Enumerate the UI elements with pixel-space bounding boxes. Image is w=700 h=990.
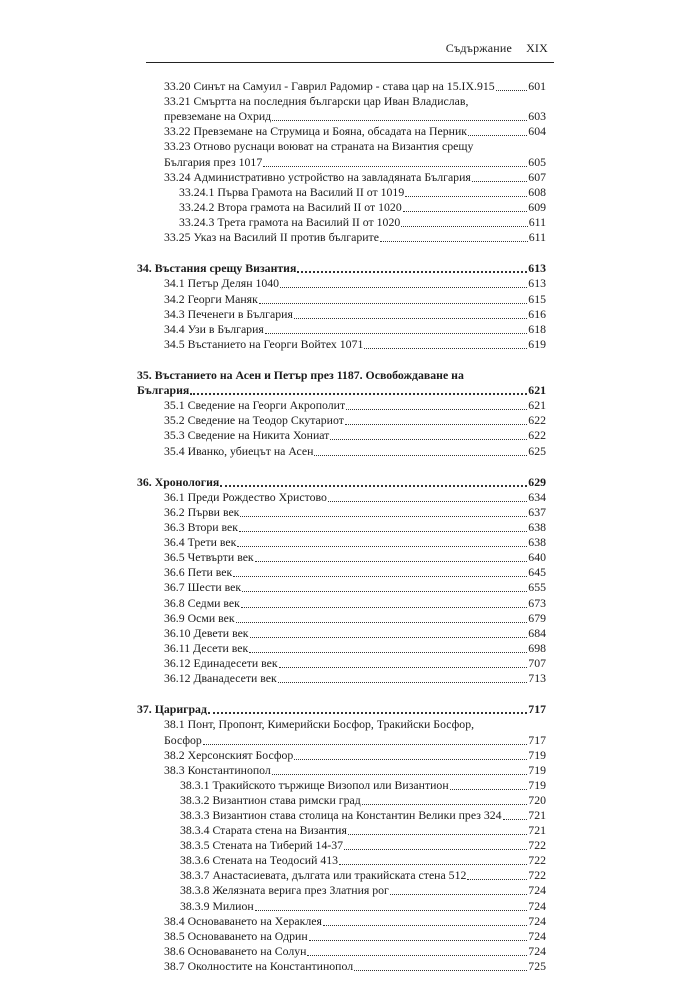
dot-leader (364, 347, 527, 349)
toc-section[interactable] (137, 959, 546, 974)
toc-subsection-page: 608 (528, 184, 546, 199)
toc-section[interactable] (137, 428, 546, 443)
dot-leader (255, 560, 528, 562)
toc-section-page: 638 (528, 535, 546, 550)
toc-section-title: 38.2 Херсонският Босфор (164, 747, 294, 762)
toc-section-page: 622 (528, 413, 546, 428)
toc-section[interactable] (137, 79, 546, 94)
dot-leader (294, 317, 527, 319)
toc-section-page: 725 (528, 958, 546, 973)
toc-section[interactable] (137, 565, 546, 580)
toc-subsection-page: 724 (528, 883, 546, 898)
toc-section[interactable] (137, 505, 546, 520)
toc-section-title: 33.22 Превземане на Струмица и Бояна, обсадата на Перник (164, 124, 468, 139)
toc-section-page: 724 (528, 943, 546, 958)
toc-section[interactable] (137, 322, 546, 337)
toc-chapter-34-page: 613 (528, 261, 546, 276)
toc-section-page: 717 (528, 732, 546, 747)
dot-leader (380, 240, 528, 242)
dot-leader (203, 743, 528, 745)
toc-chapter-35-title-line1: 35. Въстанието на Асен и Петър през 1187. Освобождаване на (137, 367, 464, 382)
toc-subsection-page: 724 (528, 898, 546, 913)
dot-leader (450, 788, 528, 790)
dot-leader (272, 119, 527, 121)
toc-section-page: 613 (528, 276, 546, 291)
toc-section-page: 679 (528, 610, 546, 625)
dot-leader (354, 969, 527, 971)
dot-leader (339, 863, 527, 865)
toc-section-page: 655 (528, 580, 546, 595)
toc-section[interactable] (137, 337, 546, 352)
toc-section[interactable] (137, 748, 546, 763)
toc-section-page: 611 (528, 230, 546, 245)
toc-subsection[interactable] (137, 883, 546, 898)
dot-leader (259, 302, 527, 304)
toc-section-page: 618 (528, 321, 546, 336)
dot-leader (242, 590, 527, 592)
toc-subsection-page: 722 (528, 853, 546, 868)
toc-subsection-title: 33.24.2 Втора грамота на Василий II от 1020 (179, 199, 402, 214)
dot-leader (236, 621, 528, 623)
toc-section-title: 34.4 Узи в България (164, 321, 264, 336)
toc-section-title: 38.4 Основаването на Хераклея (164, 913, 322, 928)
toc-section-page: 684 (528, 625, 546, 640)
toc-section[interactable] (137, 580, 546, 595)
toc-section-page: 637 (528, 505, 546, 519)
toc-subsection-title: 38.3.5 Стената на Тиберий 14-37 (180, 838, 344, 853)
toc-section-title: 34.5 Въстанието на Георги Войтех 1071 (164, 336, 364, 351)
dot-leader (241, 606, 527, 608)
toc-section[interactable] (137, 732, 546, 747)
toc-section-text-line1: 33.21 Смъртта на последния български цар Иван Владислав, (164, 94, 469, 109)
toc-section-title: 38.6 Основаването на Солун (164, 943, 307, 958)
toc-chapter-37-title: 37. Цариград (137, 702, 207, 717)
toc-section[interactable] (137, 641, 546, 656)
dot-leader (239, 530, 527, 532)
toc-section-text-line1: 33.23 Отново руснаци воюват на страната на Византия срещу (164, 139, 474, 154)
toc-subsection-page: 721 (528, 807, 546, 822)
toc-subsection[interactable] (137, 215, 546, 230)
toc-section-page: 615 (528, 291, 546, 306)
dot-leader (362, 803, 528, 805)
toc-section-title: 38.5 Основаването на Одрин (164, 928, 308, 943)
dot-leader (314, 454, 527, 456)
toc-section[interactable] (137, 929, 546, 944)
dot-leader (348, 833, 527, 835)
toc-section-title: 35.3 Сведение на Никита Хониат (164, 428, 330, 443)
toc-subsection[interactable] (137, 200, 546, 215)
toc-chapter-35-title: България (137, 383, 190, 398)
toc-section-title: 36.1 Преди Рождество Христово (164, 489, 327, 504)
toc-section-page: 707 (528, 655, 546, 670)
toc-subsection-title: 38.3.7 Анастасиевата, дългата или тракийската стена 512 (180, 868, 467, 883)
dot-leader (280, 286, 527, 288)
toc-section[interactable] (137, 520, 546, 535)
toc-section-title: 36.11 Десети век (164, 640, 249, 655)
dot-leader (190, 392, 527, 395)
toc-chapter-36-page: 629 (528, 474, 546, 489)
dot-leader (233, 575, 527, 577)
dot-leader (496, 89, 528, 91)
toc-section[interactable] (137, 595, 546, 610)
section-gap (137, 459, 546, 475)
toc-subsection-title: 38.3.4 Старата стена на Византия (180, 823, 347, 838)
running-header (146, 36, 554, 63)
dot-leader (272, 773, 528, 775)
toc-section-title: 33.24 Административно устройство на завладяната България (164, 169, 471, 184)
toc-subsection-title: 38.3.8 Желязната верига през Златния рог (180, 883, 389, 898)
toc-section-title: 38.7 Околностите на Константинопол (164, 958, 354, 973)
toc-section-title: 34.3 Печенеги в България (164, 306, 293, 321)
dot-leader (263, 165, 527, 167)
section-gap (137, 686, 546, 702)
toc-subsection[interactable] (137, 185, 546, 200)
section-gap (137, 352, 546, 368)
toc-subsection[interactable] (137, 838, 546, 853)
header-page-number: XIX (526, 41, 548, 55)
toc-section-title: България през 1017 (164, 154, 263, 169)
toc-section-title: 36.5 Четвърти век (164, 550, 254, 565)
toc-section[interactable] (137, 490, 546, 505)
toc-section-page: 604 (528, 124, 546, 139)
toc-subsection-page: 719 (528, 777, 546, 792)
dot-leader (345, 423, 527, 425)
toc-section-title: 34.2 Георги Маняк (164, 291, 258, 306)
toc-section-page: 638 (528, 520, 546, 535)
toc-subsection-page: 611 (528, 214, 546, 229)
dot-leader (307, 954, 527, 956)
dot-leader (297, 270, 527, 273)
toc-section[interactable] (137, 671, 546, 686)
header-text (446, 41, 548, 56)
toc-section-page: 616 (528, 306, 546, 321)
dot-leader (403, 210, 528, 212)
dot-leader (390, 893, 527, 895)
toc-section-title: 36.7 Шести век (164, 580, 242, 595)
toc-section-page: 673 (528, 595, 546, 610)
toc-section-page: 640 (528, 550, 546, 565)
dot-leader (278, 681, 528, 683)
dot-leader (237, 545, 527, 547)
toc-section-title: 36.12 Единадесети век (164, 655, 278, 670)
toc-section[interactable] (137, 124, 546, 139)
toc-section-page: 605 (528, 154, 546, 169)
toc-section-page: 619 (528, 336, 546, 351)
toc-section-page: 621 (528, 398, 546, 413)
toc-subsection-page: 721 (528, 823, 546, 838)
toc-section-page: 645 (528, 565, 546, 580)
dot-leader (467, 878, 527, 880)
dot-leader (250, 636, 528, 638)
dot-leader (472, 180, 527, 182)
toc-section-title: 36.6 Пети век (164, 565, 233, 580)
toc-section[interactable] (137, 944, 546, 959)
toc-subsection-page: 609 (528, 199, 546, 214)
dot-leader (249, 651, 527, 653)
toc-subsection[interactable] (137, 898, 546, 913)
table-of-contents (137, 79, 546, 974)
toc-section-page: 713 (528, 671, 546, 686)
toc-section-page: 601 (528, 79, 546, 94)
toc-section[interactable] (137, 611, 546, 626)
toc-subsection[interactable] (137, 868, 546, 883)
dot-leader (344, 848, 527, 850)
dot-leader (279, 666, 528, 668)
toc-subsection[interactable] (137, 793, 546, 808)
dot-leader (328, 500, 527, 502)
toc-section[interactable] (137, 550, 546, 565)
toc-section[interactable] (137, 398, 546, 413)
header-section-title: Съдържание (445, 41, 513, 55)
toc-section-page: 724 (528, 928, 546, 943)
toc-subsection-page: 722 (528, 868, 546, 883)
toc-section-page: 724 (528, 913, 546, 928)
toc-section-title: превземане на Охрид (164, 109, 272, 124)
dot-leader (240, 515, 527, 517)
toc-section-text-line1: 38.1 Понт, Пропонт, Кимерийски Босфор, Тракийски Босфор, (164, 717, 475, 732)
toc-section-title: 36.3 Втори век (164, 520, 238, 535)
dot-leader (468, 134, 527, 136)
toc-section-title: 36.9 Осми век (164, 610, 235, 625)
toc-section-page: 607 (528, 169, 546, 184)
toc-section[interactable] (137, 154, 546, 169)
toc-section-title: 36.8 Седми век (164, 595, 240, 610)
toc-chapter-37-page: 717 (528, 702, 546, 717)
dot-leader (294, 758, 527, 760)
toc-subsection-page: 720 (528, 792, 546, 807)
toc-subsection-title: 38.3.2 Византион става римски град (180, 792, 361, 807)
toc-subsection[interactable] (137, 778, 546, 793)
toc-section-page: 719 (528, 747, 546, 762)
dot-leader (265, 332, 527, 334)
toc-subsection-page: 722 (528, 838, 546, 853)
toc-section-title: 35.4 Иванко, убиецът на Асен (164, 443, 314, 458)
toc-section[interactable] (137, 276, 546, 291)
dot-leader (220, 484, 527, 487)
toc-section-title: 35.2 Сведение на Теодор Скутариот (164, 413, 344, 428)
toc-section[interactable] (137, 230, 546, 245)
toc-section-page: 625 (528, 443, 546, 458)
toc-section[interactable] (137, 443, 546, 458)
dot-leader (405, 195, 527, 197)
toc-section[interactable] (137, 656, 546, 671)
dot-leader (401, 225, 527, 227)
toc-section-page: 603 (528, 109, 546, 124)
dot-leader (309, 939, 528, 941)
dot-leader (503, 818, 528, 820)
dot-leader (323, 924, 527, 926)
toc-section-title: Босфор (164, 732, 202, 747)
toc-section[interactable] (137, 170, 546, 185)
toc-subsection[interactable] (137, 808, 546, 823)
toc-chapter-34-title: 34. Въстания срещу Византия (137, 261, 297, 276)
toc-section-page: 634 (528, 489, 546, 504)
toc-section-title: 36.2 Първи век (164, 505, 240, 519)
section-gap (137, 245, 546, 261)
toc-section-title: 36.4 Трети век (164, 535, 237, 550)
toc-subsection-title: 38.3.6 Стената на Теодосий 413 (180, 853, 339, 868)
toc-subsection-title: 33.24.1 Първа Грамота на Василий II от 1019 (179, 184, 405, 199)
toc-chapter-35[interactable] (137, 383, 546, 398)
dot-leader (255, 909, 528, 911)
toc-subsection-title: 38.3.9 Милион (180, 898, 254, 913)
toc-section[interactable] (137, 763, 546, 778)
toc-chapter-37[interactable] (137, 702, 546, 717)
toc-subsection-title: 38.3.3 Византион става столица на Константин Велики през 324 (180, 807, 502, 822)
toc-section-title: 33.20 Синът на Самуил - Гаврил Радомир - става цар на 15.IX.915 (164, 79, 495, 94)
toc-chapter-36[interactable] (137, 475, 546, 490)
toc-section[interactable] (137, 914, 546, 929)
toc-subsection[interactable] (137, 853, 546, 868)
dot-leader (346, 408, 527, 410)
toc-section[interactable] (137, 307, 546, 322)
toc-section-title: 36.10 Девети век (164, 625, 249, 640)
dot-leader (208, 711, 527, 714)
toc-section[interactable] (137, 535, 546, 550)
toc-section-page: 698 (528, 640, 546, 655)
toc-section-title: 33.25 Указ на Василий II против българите (164, 230, 379, 245)
toc-chapter-36-title: 36. Хронология (137, 474, 220, 489)
toc-section-page: 622 (528, 428, 546, 443)
toc-subsection[interactable] (137, 823, 546, 838)
toc-chapter-34[interactable] (137, 261, 546, 276)
toc-chapter-35-page: 621 (528, 383, 546, 398)
toc-section-title: 34.1 Петър Делян 1040 (164, 276, 280, 291)
dot-leader (330, 438, 527, 440)
toc-section[interactable] (137, 109, 546, 124)
toc-section-title: 36.12 Дванадесети век (164, 671, 277, 686)
toc-subsection-title: 38.3.1 Тракийското тържище Визопол или Византион (180, 777, 449, 792)
toc-section[interactable] (137, 413, 546, 428)
toc-section-title: 35.1 Сведение на Георги Акрополит (164, 398, 346, 413)
toc-section-page: 719 (528, 762, 546, 777)
toc-section-title: 38.3 Константинопол (164, 762, 271, 777)
toc-subsection-title: 33.24.3 Трета грамота на Василий II от 1020 (179, 214, 401, 229)
toc-section[interactable] (137, 291, 546, 306)
toc-section[interactable] (137, 626, 546, 641)
